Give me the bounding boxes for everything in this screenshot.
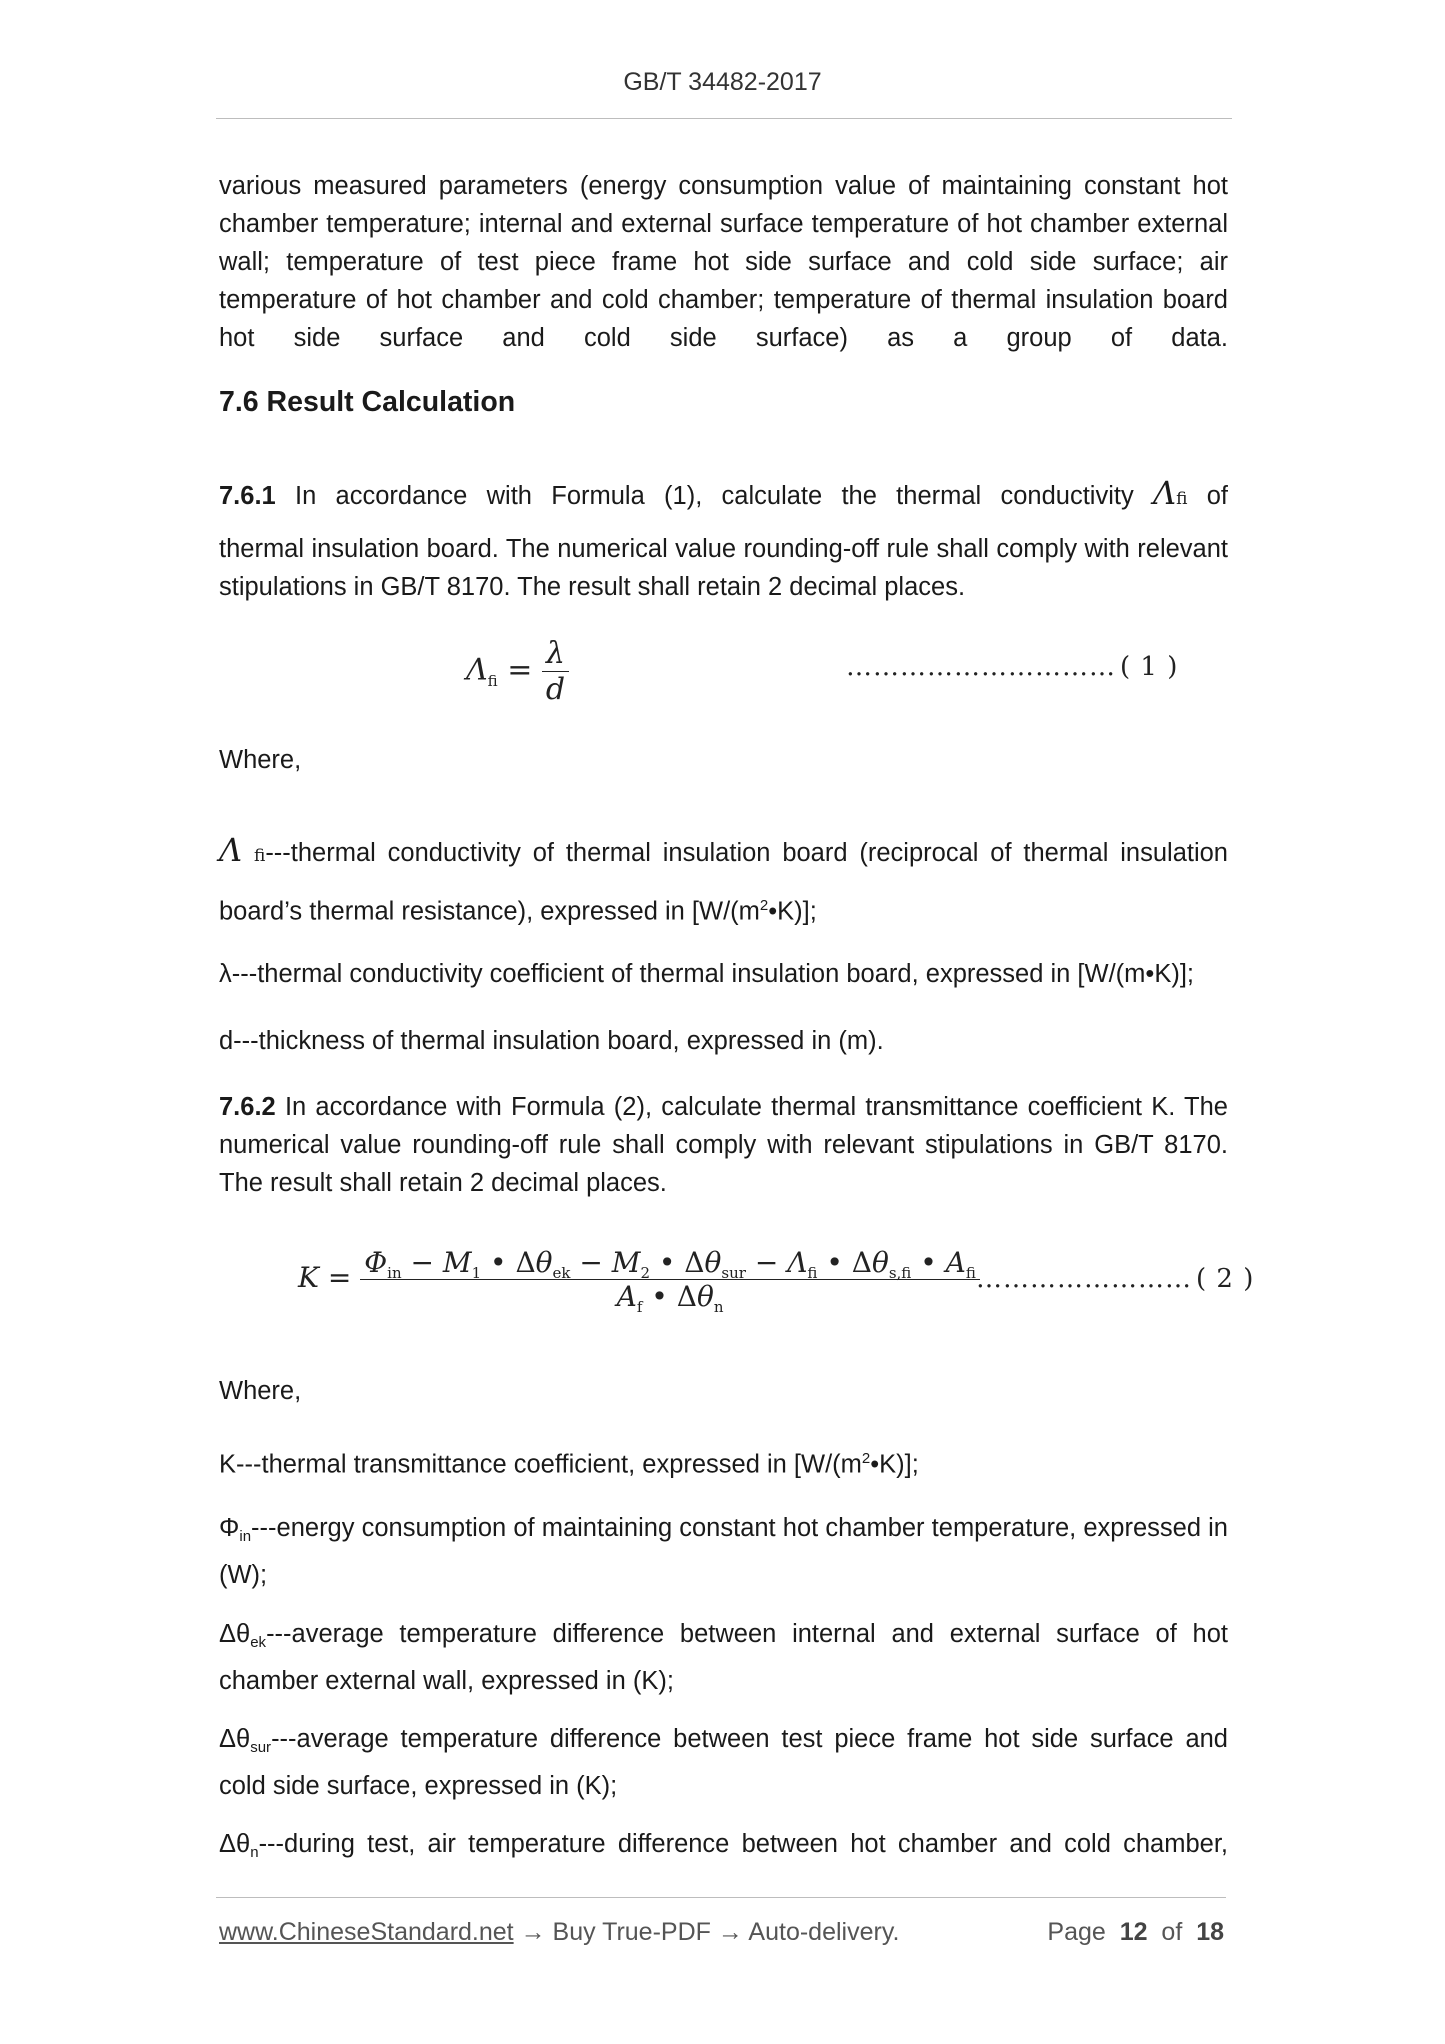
def-lambda: λ---thermal conductivity coefficient of thermal insulation board, expressed in [W/(m•K)];	[219, 960, 1195, 988]
formula-1	[466, 636, 569, 707]
def-phi-in: Φin---energy consumption of maintaining constant hot chamber temperature, expressed in (W);	[219, 1514, 1228, 1589]
clause-761-rest: thermal insulation board. The numerical value rounding-off rule shall comply with relevant stipulations in GB/T 8170. The result shall retain 2 decimal places.	[219, 535, 1228, 601]
formula-2-numerator: $\Phi_{in} - M_1$ • $\Delta\theta_{ek} - M_2$ • $\Delta\theta_{sur} - \Lambda_{fi}$ • $\Delta\theta_{s,fi}$ • $A_{fi}$	[364, 1246, 976, 1282]
clause-761-symbol: Λfi	[1153, 474, 1188, 512]
formula-2-lhs: K	[298, 1261, 319, 1294]
def-delta-theta-n-symbol: Δθn	[219, 1830, 259, 1861]
formula-1-leader: ………………………… ( 1 )	[846, 652, 1179, 682]
intro-paragraph	[219, 167, 1228, 357]
clause-762	[219, 1088, 1228, 1202]
def-delta-theta-sur: Δθsur---average temperature difference between test piece frame hot side surface and cold side surface, expressed in (K);	[219, 1725, 1228, 1800]
formula-2	[298, 1246, 980, 1316]
buy-true-pdf: Buy True-PDF	[552, 1918, 711, 1946]
page-number: Page 12 of 18	[1047, 1918, 1224, 1946]
clause-762-text: In accordance with Formula (2), calculate thermal transmittance coefficient K. The numerical value rounding-off rule shall comply with relevant stipulations in GB/T 8170. The result shall retain 2 decimal places.	[219, 1093, 1228, 1197]
def-delta-theta-ek-symbol: Δθek	[219, 1620, 267, 1651]
chinesestandard-link[interactable]: www.ChineseStandard.net	[219, 1918, 514, 1946]
def-delta-theta-sur-symbol: Δθsur	[219, 1725, 272, 1756]
formula-1-lhs-sub: fi	[487, 671, 498, 690]
formula-1-fraction	[542, 636, 569, 707]
total-pages: 18	[1196, 1918, 1224, 1946]
clause-761-line1-text: In accordance with Formula (1), calculate the thermal conductivity	[295, 482, 1134, 510]
formula-2-equals: =	[327, 1261, 352, 1294]
header-divider	[216, 118, 1232, 119]
def-lambda-fi-symbol: Λ fi	[219, 831, 266, 869]
clause-761-line1	[219, 474, 1228, 518]
footer-links: www.ChineseStandard.net → Buy True-PDF → Auto-delivery.	[219, 1918, 900, 1946]
def-lambda-fi-line2: board’s thermal resistance), expressed in $[W/(m^2•K)]$;	[219, 897, 817, 926]
formula-2-label: ( 2 )	[1196, 1264, 1255, 1294]
def-delta-theta-n: Δθn---during test, air temperature difference between hot chamber and cold chamber,	[219, 1830, 1228, 1861]
section-heading: 7.6 Result Calculation	[219, 386, 516, 418]
clause-761-number: 7.6.1	[219, 482, 276, 510]
clause-761-line1-end: of	[1206, 482, 1229, 510]
def-lambda-fi-line1	[219, 831, 1228, 875]
def-lambda-fi-text: ---thermal conductivity of thermal insulation board (reciprocal of thermal insulation	[265, 839, 1228, 867]
def-delta-theta-ek: Δθek---average temperature difference between internal and external surface of hot chamber external wall, expressed in (K);	[219, 1620, 1228, 1695]
formula-1-lhs: Λ	[466, 652, 488, 688]
where-1: Where,	[219, 746, 302, 774]
formula-1-equals: =	[507, 652, 533, 688]
page-header-title: GB/T 34482-2017	[623, 68, 822, 96]
def-k: K---thermal transmittance coefficient, expressed in $[W/(m^2•K)]$;	[219, 1450, 919, 1479]
footer-divider	[216, 1897, 1226, 1898]
formula-2-leader: …………………… ( 2 )	[976, 1264, 1255, 1294]
intro-text: various measured parameters (energy consumption value of maintaining constant hot chamber temperature; internal and external surface temperature of hot chamber external wall; temperature of test piece frame hot side surface and cold side surface; air temperature of hot chamber and cold chamber; temperature of thermal insulation board hot side surface and cold side surface) as a group of data.	[219, 172, 1228, 352]
formula-1-numerator: λ	[546, 636, 566, 671]
formula-2-denominator: $A_f$ • $\Delta\theta_n$	[616, 1280, 724, 1316]
formula-2-fraction	[360, 1246, 980, 1316]
formula-1-label: ( 1 )	[1120, 652, 1179, 682]
current-page: 12	[1119, 1918, 1148, 1946]
auto-delivery: Auto-delivery.	[748, 1918, 900, 1946]
def-phi-in-symbol: Φin	[219, 1514, 252, 1545]
def-d: d---thickness of thermal insulation board, expressed in (m).	[219, 1027, 884, 1055]
clause-762-number: 7.6.2	[219, 1093, 276, 1121]
where-2: Where,	[219, 1377, 302, 1405]
formula-1-denominator: d	[545, 672, 566, 707]
